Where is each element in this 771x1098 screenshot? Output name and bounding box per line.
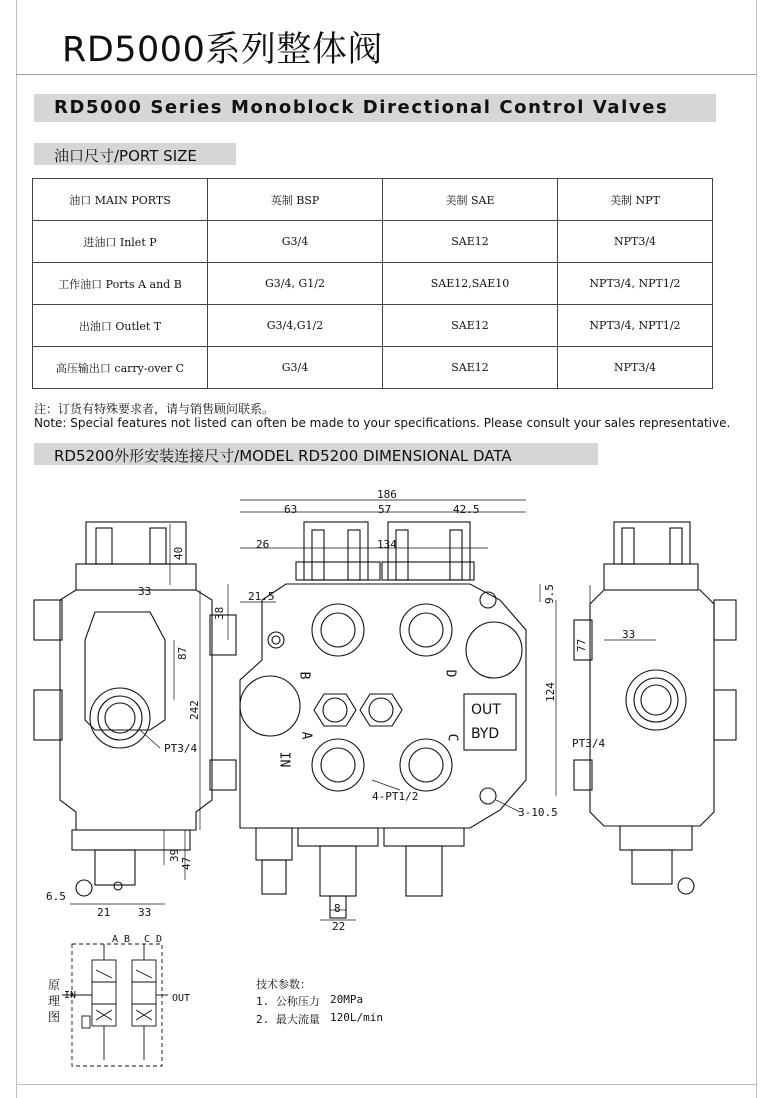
dim-label: 47 (180, 856, 193, 870)
schematic-label: 原 (48, 978, 61, 992)
dim-label: 63 (284, 503, 298, 516)
table-cell: NPT3/4, NPT1/2 (558, 263, 713, 305)
left-side-view (34, 522, 236, 904)
port-label-out: OUT (471, 702, 501, 718)
table-cell: SAE12 (383, 347, 558, 389)
tech-heading: 技术参数： (256, 978, 311, 991)
dim-label: 21 (97, 906, 111, 919)
dim-label: 9.5 (543, 584, 556, 604)
dim-label: 21.5 (248, 590, 275, 603)
dim-label: PT3/4 (164, 742, 198, 755)
table-cell: 高压输出口 carry-over C (33, 347, 208, 389)
port-label-byd: BYD (471, 726, 500, 742)
dim-label: 38 (213, 606, 226, 620)
dim-label: 33 (138, 906, 152, 919)
dimension-heading: RD5200外形安装连接尺寸/MODEL RD5200 DIMENSIONAL DATA (54, 447, 512, 465)
dim-label: 77 (575, 638, 588, 652)
dim-label: 242 (188, 700, 201, 720)
dim-label: 8 (334, 902, 341, 915)
page-title: RD5000系列整体阀 (62, 30, 383, 70)
dim-label: 134 (377, 538, 397, 551)
dim-label: 26 (256, 538, 270, 551)
dim-label: PT3/4 (572, 737, 606, 750)
dim-label: 3-10.5 (518, 806, 558, 819)
dim-label: 33 (138, 585, 152, 598)
table-header-cell: 英制 BSP (208, 179, 383, 221)
dim-label: 6.5 (46, 890, 66, 903)
dim-label: 124 (544, 682, 557, 702)
table-cell: 出油口 Outlet T (33, 305, 208, 347)
schematic-port-in: IN (64, 990, 77, 1001)
table-cell: SAE12 (383, 221, 558, 263)
table-cell: SAE12,SAE10 (383, 263, 558, 305)
port-label-in: IN (276, 751, 292, 768)
schematic-port-cd: C D (144, 934, 163, 945)
dim-label: 33 (622, 628, 636, 641)
subtitle: RD5000 Series Monoblock Directional Control Valves (54, 97, 669, 118)
dim-label: 57 (378, 503, 392, 516)
table-cell: G3/4 (208, 347, 383, 389)
schematic-port-out: OUT (172, 993, 191, 1004)
table-header-cell: 美制 NPT (558, 179, 713, 221)
port-label-d: D (442, 669, 458, 678)
table-cell: G3/4 (208, 221, 383, 263)
dim-label: 40 (172, 546, 185, 560)
table-cell: 工作油口 Ports A and B (33, 263, 208, 305)
dim-label: 42.5 (453, 503, 480, 516)
table-header-cell: 美制 SAE (383, 179, 558, 221)
port-label-c: C (444, 733, 460, 742)
port-size-heading: 油口尺寸/PORT SIZE (54, 147, 197, 165)
tech-param-1-label: 1. 公称压力 (256, 995, 320, 1008)
dim-label: 4-PT1/2 (372, 790, 419, 803)
table-cell: G3/4,G1/2 (208, 305, 383, 347)
dim-label: 22 (332, 920, 346, 933)
table-cell: G3/4, G1/2 (208, 263, 383, 305)
port-label-a: A (298, 731, 314, 740)
table-cell: NPT3/4 (558, 221, 713, 263)
schematic-label: 图 (48, 1010, 61, 1024)
schematic-port-ab: A B (112, 934, 131, 945)
hydraulic-schematic (62, 944, 168, 1066)
port-label-b: B (296, 671, 312, 680)
dim-label: 87 (176, 646, 189, 660)
front-view (228, 500, 556, 920)
table-cell: 进油口 Inlet P (33, 221, 208, 263)
dim-label: 186 (377, 488, 397, 501)
right-side-view (574, 522, 736, 894)
dim-label: 39 (168, 848, 181, 862)
tech-param-2-value: 120L/min (330, 1011, 383, 1024)
schematic-label: 理 (48, 994, 61, 1008)
note-english: Note: Special features not listed can often be made to your specifications. Please consult your sales representative. (34, 416, 731, 430)
tech-param-2-label: 2. 最大流量 (256, 1013, 320, 1026)
tech-param-1-value: 20MPa (330, 993, 364, 1006)
table-cell: NPT3/4 (558, 347, 713, 389)
table-cell: NPT3/4, NPT1/2 (558, 305, 713, 347)
table-cell: SAE12 (383, 305, 558, 347)
table-header-cell: 油口 MAIN PORTS (33, 179, 208, 221)
note-chinese: 注：订货有特殊要求者，请与销售顾问联系。 (34, 402, 275, 416)
